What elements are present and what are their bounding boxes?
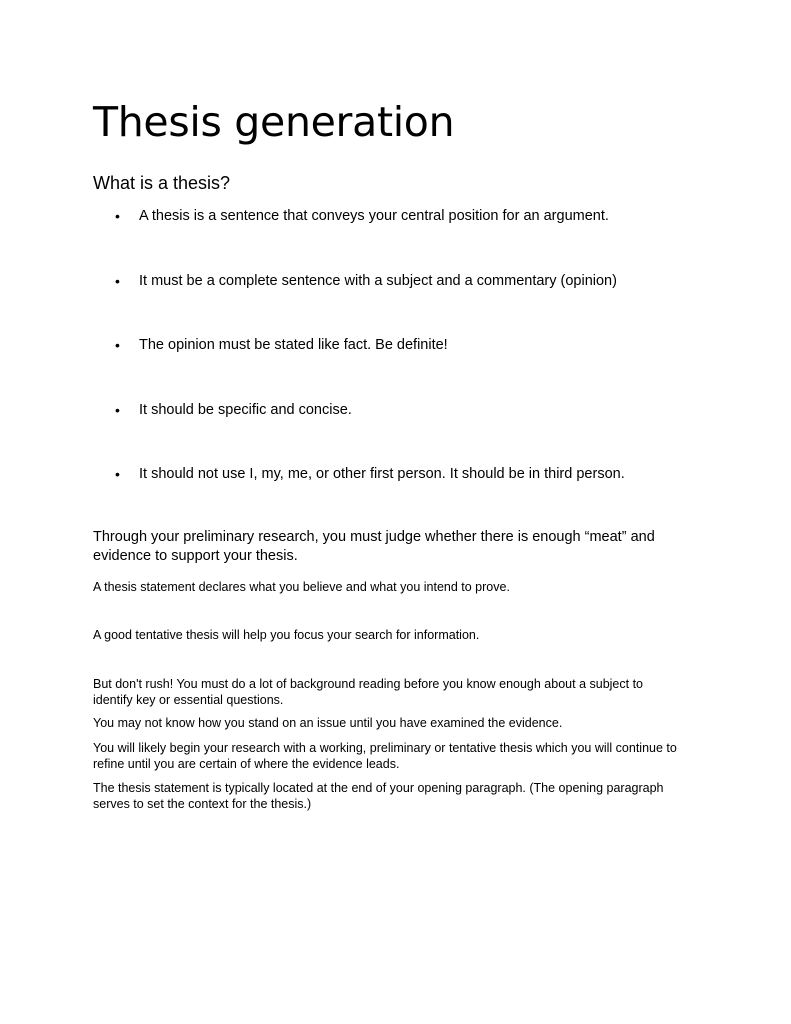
research-paragraph: Through your preliminary research, you must judge whether there is enough “meat” and evidence to support your thesis. xyxy=(93,529,655,564)
dont-rush-paragraph: But don't rush! You must do a lot of background reading before you know enough about a subject to identify key or essential questions. xyxy=(93,677,643,707)
bullet-text: It should not use I, my, me, or other first person. It should be in third person. xyxy=(139,466,625,482)
list-item xyxy=(0,271,700,291)
page-title: Thesis generation xyxy=(93,98,455,146)
bullet-text: The opinion must be stated like fact. Be definite! xyxy=(139,337,448,353)
list-item xyxy=(0,400,700,420)
bullet-icon: • xyxy=(115,466,120,482)
bullet-icon: • xyxy=(115,273,120,289)
bullet-text: It must be a complete sentence with a subject and a commentary (opinion) xyxy=(139,273,617,289)
bullet-text: A thesis is a sentence that conveys your central position for an argument. xyxy=(139,208,609,224)
stand-paragraph: You may not know how you stand on an issue until you have examined the evidence. xyxy=(93,716,563,730)
declares-paragraph: A thesis statement declares what you believe and what you intend to prove. xyxy=(93,580,510,594)
list-item xyxy=(0,464,700,484)
tentative-paragraph: A good tentative thesis will help you focus your search for information. xyxy=(93,628,480,642)
bullet-icon: • xyxy=(115,402,120,418)
bullet-text: It should be specific and concise. xyxy=(139,402,352,418)
list-item xyxy=(0,335,700,355)
section-heading: What is a thesis? xyxy=(93,173,231,193)
bullet-icon: • xyxy=(115,208,120,224)
bullet-icon: • xyxy=(115,337,120,353)
location-paragraph: The thesis statement is typically located at the end of your opening paragraph. (The opening paragraph serves to set the context for the thesis.) xyxy=(93,781,664,811)
working-thesis-paragraph: You will likely begin your research with a working, preliminary or tentative thesis which you will continue to refine until you are certain of where the evidence leads. xyxy=(93,741,677,771)
list-item xyxy=(0,206,700,226)
